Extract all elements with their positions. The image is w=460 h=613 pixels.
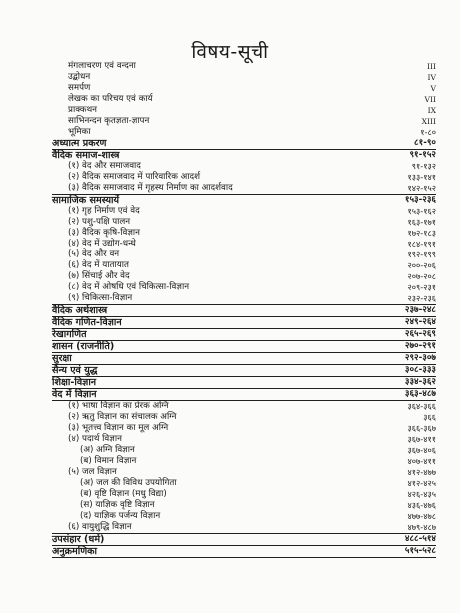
toc-entry-page: १४२-१५२ <box>407 182 436 193</box>
toc-entry <box>52 105 436 116</box>
toc-entry-title: (द) याज्ञिक पर्जन्य विज्ञान <box>80 510 161 521</box>
toc-entry-page: २००-२०६ <box>407 260 436 271</box>
toc-entry-title: (१) वेद और समाजवाद <box>68 160 141 171</box>
toc-entry-page: III <box>427 62 436 71</box>
toc-entry <box>52 271 436 282</box>
toc-entry-page: २०७-२०८ <box>407 271 436 282</box>
toc-entry <box>52 239 436 250</box>
toc-entry <box>52 172 436 183</box>
toc-entry <box>52 500 436 511</box>
toc-entry-page: ३६७-४११ <box>407 433 436 444</box>
table-of-contents <box>52 61 436 558</box>
toc-entry-page: ३६६-३६७ <box>407 423 436 433</box>
toc-entry <box>52 293 436 305</box>
toc-entry-page: ३०८-३३३ <box>404 365 436 376</box>
toc-entry <box>52 127 436 138</box>
toc-entry <box>52 83 436 94</box>
toc-entry-title: (अ) जल की विविध उपयोगिता <box>80 477 177 488</box>
toc-entry-title: (७) सिंचाई और वेद <box>68 271 130 282</box>
toc-entry <box>52 94 436 105</box>
toc-entry-title: शासन (राजनीति) <box>52 341 115 353</box>
toc-entry-title: (६) वायुशुद्धि विज्ञान <box>68 521 132 532</box>
toc-entry <box>52 161 436 172</box>
toc-entry-title: (१) भाषा विज्ञान का प्रेरक अग्नि <box>68 401 169 412</box>
toc-entry-page: ४०७-४११ <box>407 455 436 466</box>
toc-entry-page: V <box>430 83 436 93</box>
toc-entry-page: १९२-१९९ <box>407 249 436 260</box>
toc-entry-title: (२) पशु-पक्षि पालन <box>68 216 131 227</box>
toc-entry-title: (२) वैदिक समाजवाद में पारिवारिक आदर्श <box>68 171 201 182</box>
toc-entry-page: ९१-१५२ <box>409 149 436 160</box>
toc-entry-title: अध्यात्म प्रकरण <box>52 137 107 149</box>
toc-entry <box>52 317 436 329</box>
toc-entry <box>52 341 436 353</box>
toc-entry <box>52 401 436 412</box>
toc-entry <box>52 217 436 228</box>
toc-entry-page: ९१-१३२ <box>411 160 436 171</box>
toc-entry-page: १५३-१६२ <box>407 205 436 216</box>
toc-entry <box>52 61 436 72</box>
toc-entry <box>52 195 436 206</box>
toc-entry-page: ४७७-४७८ <box>407 510 436 521</box>
toc-entry-page: २४९-२६४ <box>404 317 436 328</box>
toc-entry-title: रेखागणित <box>52 329 87 341</box>
toc-entry-title: भूमिका <box>68 126 91 137</box>
toc-entry-page: २६५-२६९ <box>404 329 436 340</box>
toc-entry <box>52 116 436 127</box>
toc-entry <box>52 249 436 260</box>
toc-entry-title: उपसंहार (धर्म) <box>52 533 105 545</box>
toc-entry-page: १३३-१४१ <box>407 171 436 182</box>
toc-entry-title: (स) याज्ञिक वृष्टि विज्ञान <box>80 499 155 510</box>
toc-entry <box>52 206 436 217</box>
toc-entry <box>52 478 436 489</box>
toc-entry-title: (१) गृह निर्माण एवं वेद <box>68 205 140 216</box>
toc-entry-page: ८१-९० <box>414 137 436 148</box>
toc-entry-title: (४) पदार्थ विज्ञान <box>68 433 122 444</box>
toc-entry <box>52 353 436 365</box>
toc-entry <box>52 546 436 558</box>
toc-entry <box>52 377 436 389</box>
toc-entry-title: वैदिक समाज-शास्त्र <box>52 149 120 161</box>
toc-entry <box>52 522 436 534</box>
toc-entry <box>52 228 436 239</box>
toc-entry <box>52 412 436 423</box>
toc-entry <box>52 150 436 161</box>
toc-entry <box>52 282 436 293</box>
toc-entry-title: (३) भूतत्त्व विज्ञान का मूल अग्नि <box>68 423 169 433</box>
toc-entry-title: वेद में विज्ञान <box>52 389 97 401</box>
toc-entry <box>52 456 436 467</box>
toc-entry-title: वैदिक अर्थशास्त्र <box>52 305 108 317</box>
toc-entry-page: VII <box>424 94 436 104</box>
toc-entry <box>52 434 436 445</box>
toc-entry <box>52 138 436 150</box>
toc-entry-page: १७२-१८३ <box>407 227 436 238</box>
toc-entry <box>52 511 436 522</box>
toc-entry-page: २३२-२३६ <box>407 293 436 304</box>
toc-entry-title: (२) ऋतु विज्ञान का संचालक अग्नि <box>68 412 177 423</box>
toc-entry-page: १८४-१९१ <box>407 238 436 249</box>
toc-entry <box>52 489 436 500</box>
toc-entry-page: २७०-२९१ <box>404 341 436 352</box>
toc-entry <box>52 305 436 317</box>
toc-entry-title: अनुक्रमणिका <box>52 545 98 557</box>
toc-entry <box>52 72 436 83</box>
toc-entry-page: ३३४-३६२ <box>404 377 436 388</box>
toc-entry-title: (५) जल विज्ञान <box>68 466 117 477</box>
page-title: विषय-सूची <box>191 41 269 63</box>
toc-entry <box>52 365 436 377</box>
toc-entry-page: १६३-१७१ <box>407 216 436 227</box>
toc-entry-page: ४१२-४७७ <box>407 466 436 477</box>
toc-entry-title: शिक्षा-विज्ञान <box>52 377 97 389</box>
toc-entry-page: XIII <box>421 116 436 126</box>
toc-entry <box>52 445 436 456</box>
toc-entry-page: २३७-२४८ <box>404 305 436 316</box>
toc-entry-title: (ब) विमान विज्ञान <box>80 455 137 466</box>
toc-entry-page: ३६३-४८७ <box>404 389 436 400</box>
toc-entry-page: १-८० <box>420 126 436 137</box>
toc-entry-page: ३६७-४०६ <box>407 444 436 455</box>
toc-entry-title: उद्बोधन <box>68 71 91 82</box>
toc-entry-title: (६) वेद में यातायात <box>68 260 129 271</box>
toc-entry-title: साभिनन्दन कृतज्ञता-ज्ञापन <box>68 115 150 126</box>
toc-entry-title: सैन्य एवं युद्ध <box>52 365 98 377</box>
toc-entry-page: ४१२-४२५ <box>407 477 436 488</box>
toc-entry <box>52 260 436 271</box>
toc-entry <box>52 534 436 546</box>
toc-entry-title: (८) वेद में ओषधि एवं चिकित्सा-विज्ञान <box>68 282 190 293</box>
toc-entry-title: सुरक्षा <box>52 353 72 365</box>
toc-entry-title: मंगलाचरण एवं वन्दना <box>68 61 136 71</box>
toc-entry-title: (५) वेद और वन <box>68 249 120 260</box>
toc-entry-page: IV <box>427 72 436 82</box>
toc-entry-page: २९२-३०७ <box>404 353 436 364</box>
toc-entry-title: प्राक्कथन <box>68 104 97 115</box>
toc-entry <box>52 423 436 434</box>
toc-entry-page: २०९-२३१ <box>407 282 436 293</box>
toc-entry-page: IX <box>427 105 436 115</box>
toc-entry-title: (४) वेद में उद्योग-धन्धे <box>68 238 136 249</box>
toc-entry-page: ३६४-३६६ <box>407 401 436 412</box>
toc-entry-title: समर्पण <box>68 82 91 93</box>
toc-entry-page: ४७९-४८७ <box>407 521 436 532</box>
toc-entry-page: १५३-२३६ <box>404 194 436 205</box>
toc-entry-page: ५१५-५२८ <box>404 545 436 556</box>
toc-entry <box>52 389 436 401</box>
toc-entry-title: (३) वैदिक कृषि-विज्ञान <box>68 227 140 238</box>
toc-entry <box>52 329 436 341</box>
toc-entry <box>52 183 436 195</box>
toc-entry-title: (९) चिकित्सा-विज्ञान <box>68 293 133 304</box>
toc-entry-page: ४३६-४७६ <box>407 499 436 510</box>
toc-entry-title: (अ) अग्नि विज्ञान <box>80 444 135 455</box>
toc-entry-title: सामाजिक समस्यायें <box>52 194 120 206</box>
toc-entry-title: वैदिक गणित-विज्ञान <box>52 317 122 329</box>
toc-entry-page: ४२६-४३५ <box>407 488 436 499</box>
toc-entry-page: ३६६ <box>423 412 436 423</box>
toc-entry-page: ४८८-५१४ <box>404 533 436 544</box>
toc-entry-title: (३) वैदिक समाजवाद में गृहस्थ निर्माण का आदर्शवाद <box>68 182 233 193</box>
toc-entry-title: लेखक का परिचय एवं कार्य <box>68 93 153 104</box>
toc-entry-title: (ब) वृष्टि विज्ञान (मधु विद्या) <box>80 488 167 499</box>
toc-entry <box>52 467 436 478</box>
